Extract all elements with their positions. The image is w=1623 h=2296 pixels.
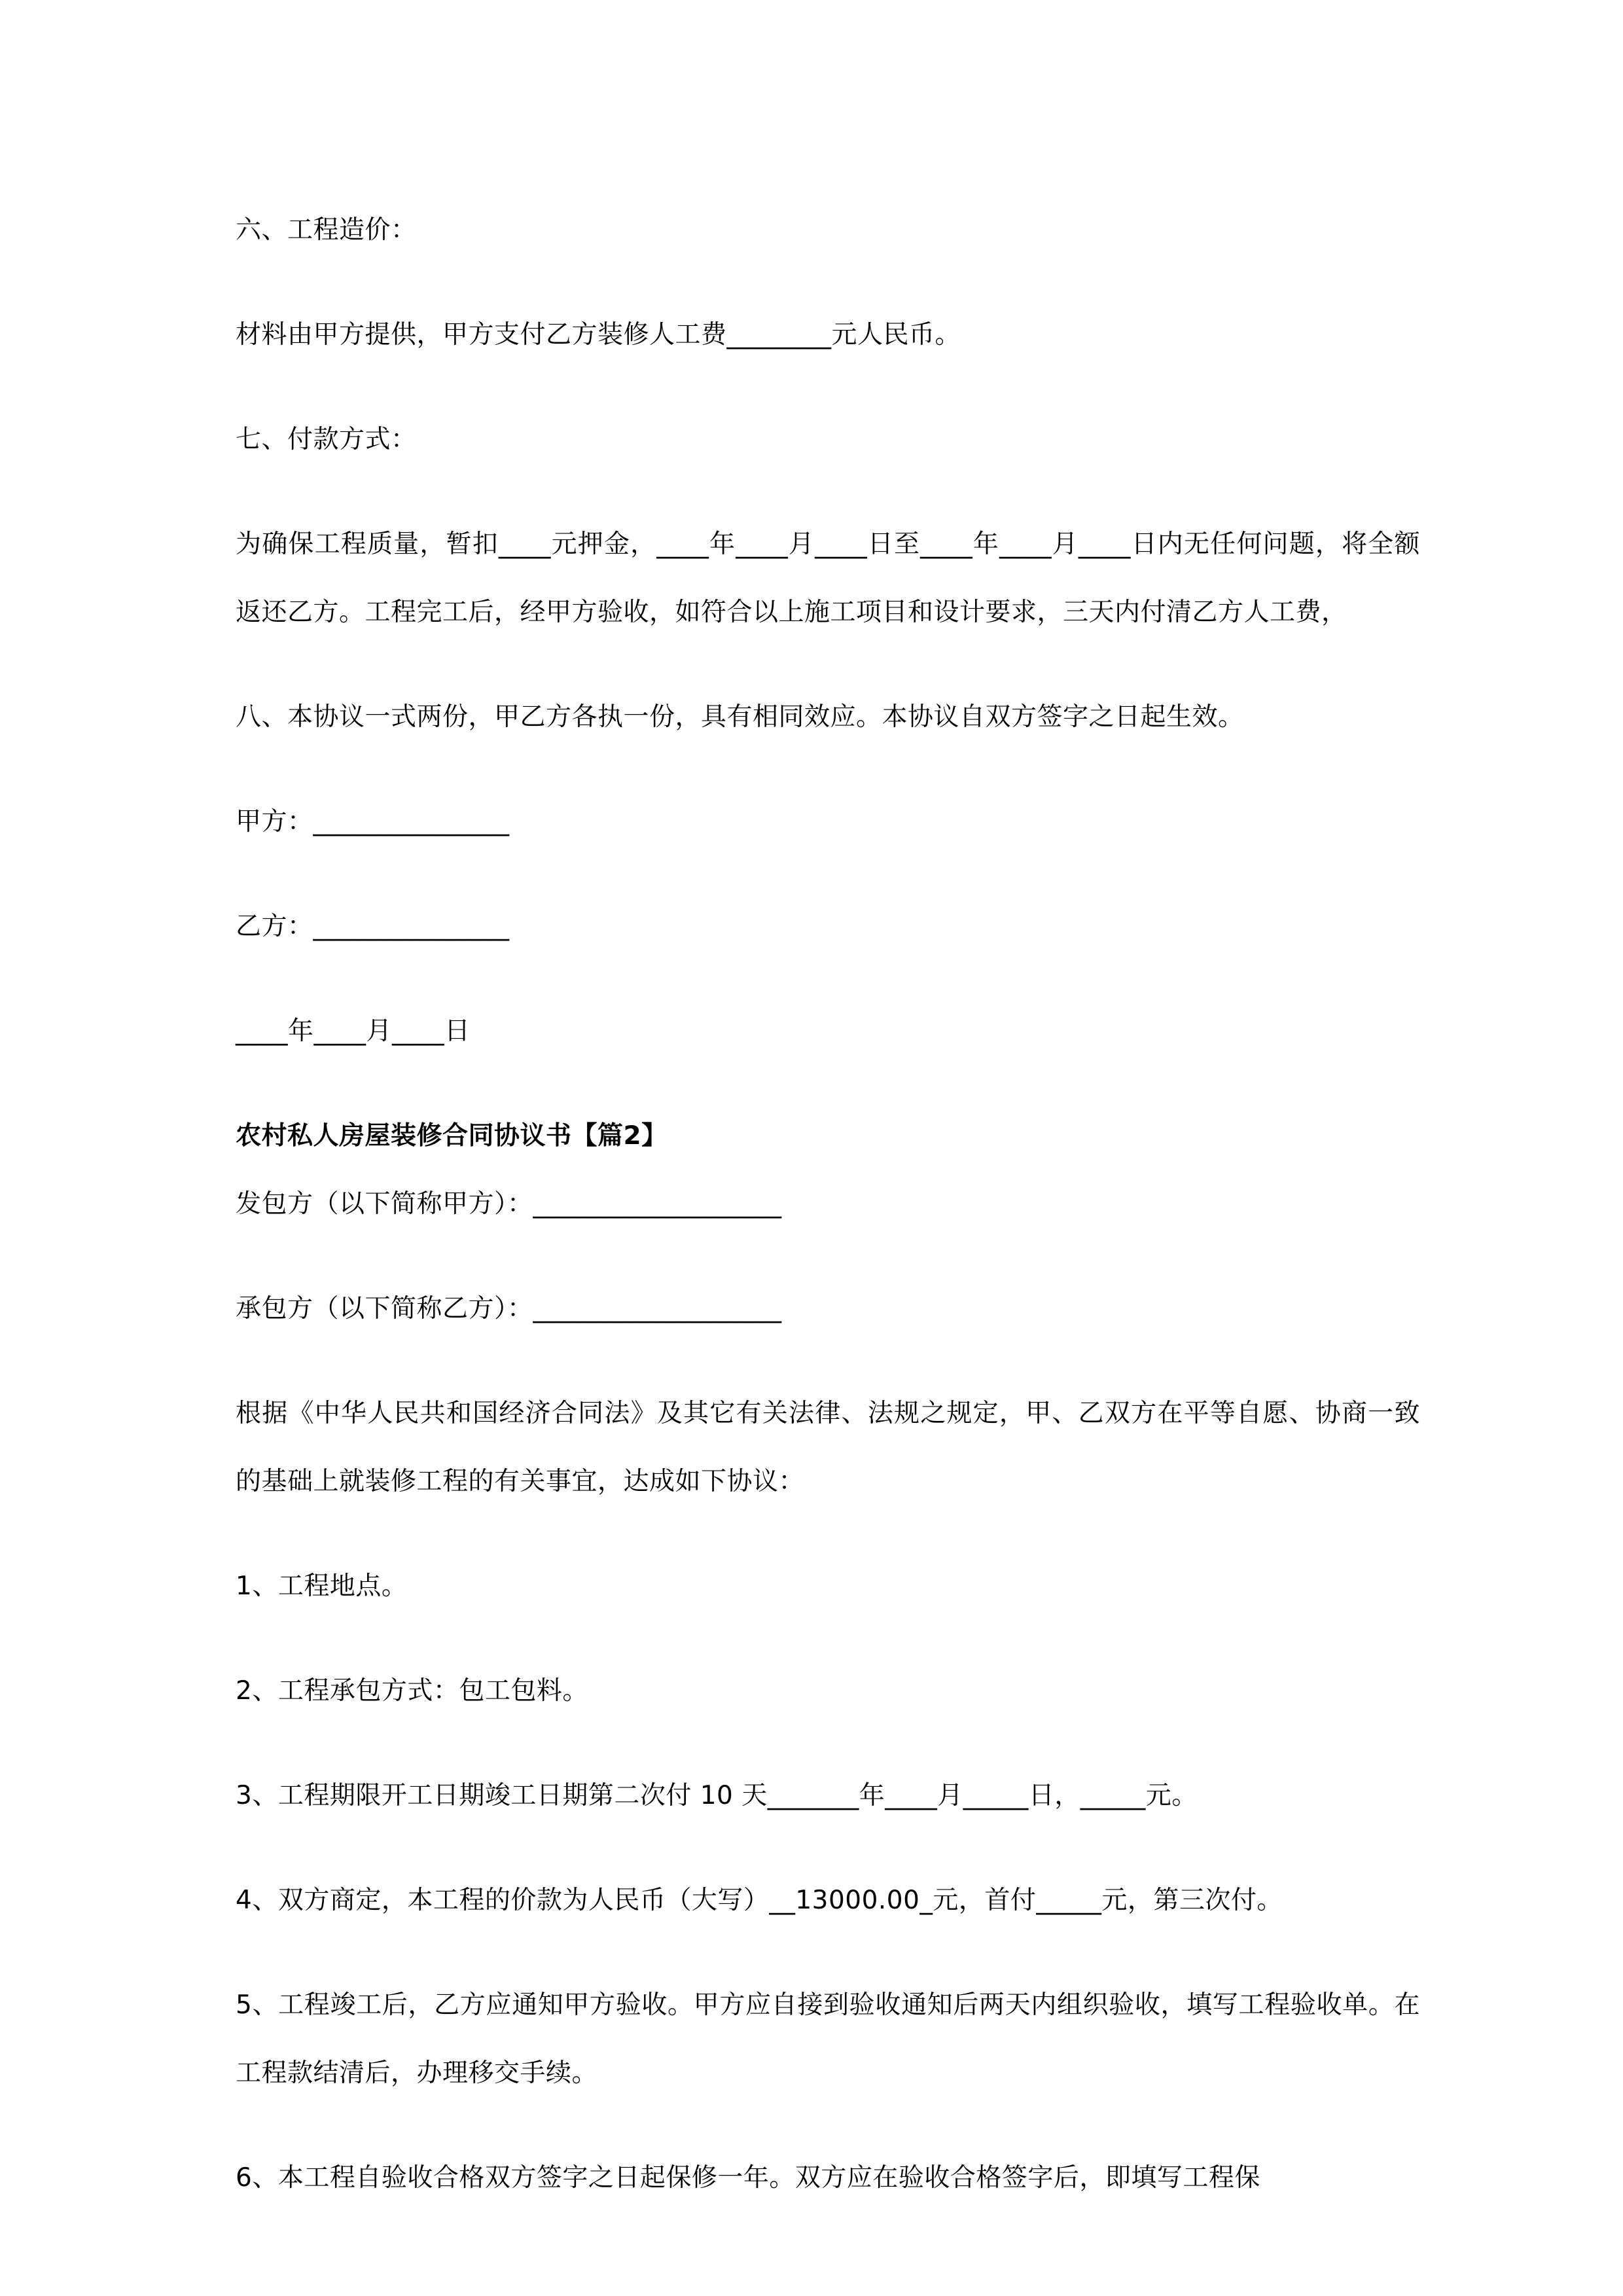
spacer <box>236 264 1420 301</box>
spacer <box>236 369 1420 406</box>
spacer <box>236 1621 1420 1657</box>
spacer <box>236 1238 1420 1275</box>
section-6-title: 六、工程造价： <box>236 215 417 245</box>
spacer <box>236 647 1420 683</box>
signature-party-b: 乙方：_______________ <box>236 912 510 941</box>
spacer <box>236 1343 1420 1380</box>
article-2-preamble: 根据《中华人民共和国经济合同法》及其它有关法律、法规之规定，甲、乙双方在平等自愿、协商一致的基础上就装修工程的有关事宜，达成如下协议： <box>236 1399 1420 1496</box>
document-body <box>236 196 1420 2212</box>
article-2-item-6: 6、本工程自验收合格双方签字之日起保修一年。双方应在验收合格签字后，即填写工程保 <box>236 2163 1260 2193</box>
spacer <box>236 751 1420 788</box>
section-7-body: 为确保工程质量，暂扣____元押金，____年____月____日至____年____月____日内无任何问题，将全额返还乙方。工程完工后，经甲方验收，如符合以上施工项目和设计要求，三天内付清乙方人工费， <box>236 529 1420 627</box>
article-2-party-b: 承包方（以下简称乙方）：___________________ <box>236 1294 782 1323</box>
spacer <box>236 474 1420 511</box>
article-2-item-4: 4、双方商定，本工程的价款为人民币（大写）__13000.00_元，首付_____元，第三次付。 <box>236 1886 1283 1915</box>
spacer <box>236 1830 1420 1867</box>
section-7-title: 七、付款方式： <box>236 425 417 454</box>
article-2-item-1: 1、工程地点。 <box>236 1571 408 1601</box>
signature-date: ____年____月____日 <box>236 1016 471 1046</box>
article-2-party-a: 发包方（以下简称甲方）：___________________ <box>236 1189 782 1219</box>
article-2-item-3: 3、工程期限开工日期竣工日期第二次付 10 天_______年____月_____日，_____元。 <box>236 1781 1198 1810</box>
spacer <box>236 2108 1420 2144</box>
spacer <box>236 1935 1420 1971</box>
signature-party-a: 甲方：_______________ <box>236 807 510 836</box>
spacer <box>236 961 1420 997</box>
section-6-body: 材料由甲方提供，甲方支付乙方装修人工费________元人民币。 <box>236 320 961 350</box>
section-8-body: 八、本协议一式两份，甲乙方各执一份，具有相同效应。本协议自双方签字之日起生效。 <box>236 702 1244 732</box>
spacer <box>236 1516 1420 1552</box>
article-2-heading: 农村私人房屋装修合同协议书【篇2】 <box>236 1121 668 1151</box>
article-2-item-5: 5、工程竣工后，乙方应通知甲方验收。甲方应自接到验收通知后两天内组织验收，填写工程验收单。在工程款结清后，办理移交手续。 <box>236 1990 1420 2088</box>
article-2-item-2: 2、工程承包方式：包工包料。 <box>236 1676 588 1706</box>
spacer <box>236 1725 1420 1762</box>
spacer <box>236 1066 1420 1102</box>
spacer <box>236 856 1420 893</box>
